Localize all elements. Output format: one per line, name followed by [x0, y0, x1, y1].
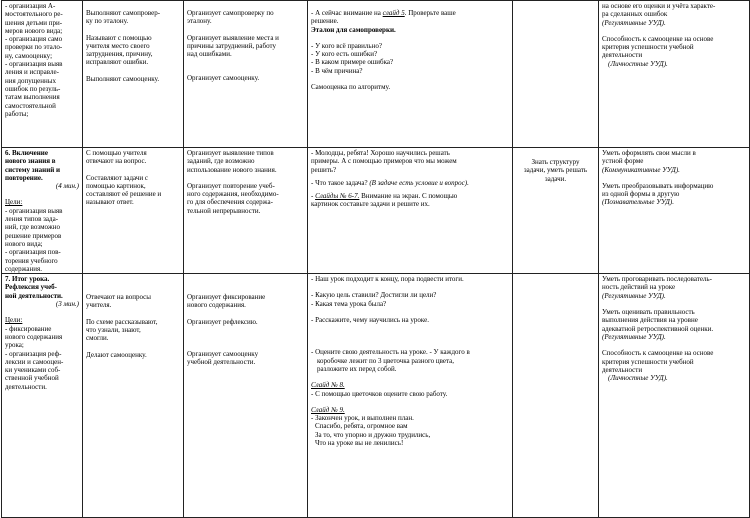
stage-goals-cell: [2, 1, 83, 148]
goal-line: самостоятельной: [5, 101, 56, 110]
goal-line: татам выполнения: [5, 93, 60, 102]
text-line: Организует фиксирование: [187, 293, 266, 302]
text-line: - С помощью цветочков оцените свою работу.: [311, 389, 448, 398]
text-line: - Что такое задача? (В задаче есть условие и вопрос).: [311, 178, 469, 187]
teacher-activity-cell: [184, 148, 308, 274]
text-line: го для обеспечения содержа-: [187, 198, 273, 207]
goal-line: содержания.: [5, 264, 42, 273]
text-line: (Личностные УУД).: [608, 59, 668, 68]
text-line: выполнения действия на уровне: [602, 316, 698, 325]
text-line: учебной деятельности.: [187, 358, 256, 367]
stage-title: Рефлексия учеб-: [5, 283, 58, 292]
table-row: [2, 148, 750, 274]
teacher-activity-cell: [184, 274, 308, 518]
text-line: Делают самооценку.: [86, 350, 147, 359]
text-line: Что на уроке вы не ленились!: [315, 439, 404, 448]
text-line: решение.: [311, 17, 339, 26]
text-line: - Слайды № 6-7. Внимание на экран. С помощью: [311, 192, 458, 201]
lesson-content-cell: [308, 1, 513, 148]
text-line: - Какую цель ставили? Достигли ли цели?: [311, 291, 437, 300]
text-line: Выполняют самооценку.: [86, 74, 160, 83]
text-line: помощью картинок,: [86, 181, 146, 190]
text-line: Составляют задачи с: [86, 173, 148, 182]
student-activity-cell: [83, 274, 184, 518]
text-line: Называют с помощью: [86, 33, 152, 42]
text-line: критерия успешности учебной: [602, 43, 694, 52]
text-line: Организует самооценку.: [187, 74, 260, 83]
goal-line: лексии и самооцен-: [5, 357, 64, 366]
goal-line: - организация выяв: [5, 60, 63, 69]
subject-results-cell: [513, 274, 599, 518]
text-line: Выполняют самопровер-: [86, 9, 161, 17]
text-line: По схеме рассказывают,: [86, 317, 158, 326]
text-line: использование нового знания.: [187, 165, 277, 174]
text-line: (Познавательные УУД).: [602, 198, 674, 207]
goal-line: ния допущенных: [5, 76, 56, 85]
stage-time: (4 мин.): [55, 182, 79, 191]
lesson-plan-table: [1, 0, 750, 518]
stage-goals-cell: [2, 148, 83, 274]
subject-results-cell: [513, 1, 599, 148]
uud-cell: [599, 148, 750, 274]
text-line: Спасибо, ребята, огромное вам: [315, 422, 408, 431]
text-line: Способность к самооценке на основе: [602, 349, 714, 358]
text-line: составляют её решение и: [86, 190, 162, 199]
text-line: коробочке лежит по 3 цветочка разного цвета,: [317, 356, 455, 365]
text-line: ного содержания, необходимо-: [187, 190, 279, 199]
goal-line: - организация выяв: [5, 206, 63, 215]
text-line: - Расскажите, чему научились на уроке.: [311, 316, 429, 325]
text-line: (Регулятивные УУД).: [602, 291, 666, 300]
text-line: примеры. А с помощью примеров что мы можем: [311, 157, 457, 166]
goal-line: работы;: [5, 109, 29, 118]
stage-title: 6. Включение: [5, 149, 48, 157]
goal-line: ний, где возможно: [5, 223, 60, 232]
slide-reference: Слайд № 8.: [311, 381, 345, 390]
goal-line: нового содержания: [5, 332, 63, 341]
text-line: Организует самопроверку по: [187, 9, 274, 17]
text-line: деятельности: [602, 365, 643, 374]
text-line: над ошибками.: [187, 50, 232, 59]
text-line: ра сделанных ошибок: [602, 10, 668, 19]
text-line: затруднения, причину,: [86, 50, 153, 59]
text-line: Уметь оценивать правильность: [602, 308, 695, 317]
text-line: задачи.: [544, 174, 567, 183]
goals-label: Цели:: [5, 198, 23, 207]
slide-reference: Слайды № 6-7.: [315, 192, 360, 201]
text-line: заданий, где возможно: [187, 157, 255, 166]
lesson-content-cell: [308, 274, 513, 518]
text-line: С помощью учителя: [86, 149, 147, 157]
text-line: - У кого всё правильно?: [311, 41, 382, 50]
stage-title: систему знаний и: [5, 165, 61, 174]
text-line: (Регулятивные УУД).: [602, 332, 666, 341]
text-line: Способность к самооценке на основе: [602, 34, 714, 43]
text-line: разложите их перед собой.: [317, 364, 397, 373]
table-row: [2, 274, 750, 518]
goal-line: - фиксирование: [5, 324, 52, 333]
stage-time: (3 мин.): [55, 300, 79, 309]
text-line: Организует выявление места и: [187, 33, 279, 42]
goal-line: деятельности.: [5, 382, 47, 391]
text-line: - А сейчас внимание на слайд 5. Проверьте ваше: [311, 9, 456, 17]
goal-line: ки учениками соб-: [5, 366, 61, 375]
text-line: - Закончен урок, и выполнен план.: [311, 414, 414, 423]
text-line: ку по эталону.: [86, 17, 129, 26]
goal-line: торения учебного: [5, 256, 58, 265]
slide-reference: Слайд № 9.: [311, 405, 345, 414]
goal-line: ну, самооценку;: [5, 51, 53, 60]
text-line: Самооценка по алгоритму.: [311, 83, 391, 92]
goal-line: шения детьми при-: [5, 18, 63, 27]
text-line: называют ответ.: [86, 198, 134, 207]
text-line: Уметь преобразовывать информацию: [602, 181, 714, 190]
text-line: из одной формы в другую: [602, 190, 680, 199]
goals-label: Цели:: [5, 316, 23, 325]
table-row: [2, 1, 750, 148]
goal-line: ления и исправле-: [5, 68, 59, 77]
text-line: на основе его оценки и учёта характе-: [602, 2, 716, 10]
stage-title: нового знания в: [5, 157, 56, 166]
text-line: - Какая тема урока была?: [311, 299, 387, 308]
stage-title: повторение.: [5, 173, 43, 182]
text-line: тельной непрерывности.: [187, 206, 261, 215]
goal-line: решение примеров: [5, 231, 62, 240]
text-line: учителя.: [86, 301, 112, 310]
text-line: Знать структуру: [531, 158, 580, 166]
text-line: нового содержания.: [187, 301, 246, 310]
goal-line: ственной учебной: [5, 374, 59, 383]
lesson-content-cell: [308, 148, 513, 274]
text-line: картинок составьте задачи и решите их.: [311, 200, 430, 209]
goal-line: меров нового вида;: [5, 26, 63, 35]
goal-line: ления типов зада-: [5, 215, 59, 224]
goal-line: - организация А-: [5, 2, 56, 10]
goal-line: мостоятельного ре-: [5, 10, 63, 19]
text-line: - В каком примере ошибка?: [311, 58, 394, 67]
goal-line: - организация пов-: [5, 248, 61, 257]
stage-goals-cell: [2, 274, 83, 518]
text-line: Организует выявление типов: [187, 149, 274, 157]
text-line: (Личностные УУД).: [608, 374, 668, 383]
text-line: - Оцените свою деятельность на уроке. - У каждого в: [311, 348, 470, 357]
text-line: Уметь оформлять свои мысли в: [602, 149, 696, 157]
student-activity-cell: [83, 1, 184, 148]
goal-line: проверки по этало-: [5, 43, 63, 52]
stage-title: 7. Итог урока.: [5, 275, 50, 284]
uud-cell: [599, 274, 750, 518]
text-line: - Молодцы, ребята! Хорошо научились решать: [311, 149, 450, 157]
text-line: смогли.: [86, 334, 109, 343]
text-line: За то, что упорно и дружно трудились,: [315, 430, 431, 439]
text-line: (Регулятивные УУД).: [602, 18, 666, 27]
text-line: эталону.: [187, 17, 212, 26]
student-activity-cell: [83, 148, 184, 274]
text-line: Организует повторение учеб-: [187, 181, 275, 190]
text-line: решить?: [311, 165, 337, 174]
text-line: учителя место своего: [86, 41, 150, 50]
text-line: Отвечают на вопросы: [86, 293, 151, 302]
text-line: исправляют ошибки.: [86, 58, 149, 67]
text-line: Уметь проговаривать последователь-: [602, 275, 712, 284]
text-line: Эталон для самопроверки.: [311, 25, 396, 34]
text-line: Организует самооценку: [187, 350, 259, 359]
text-line: критерия успешности учебной: [602, 357, 694, 366]
goal-line: урока;: [5, 341, 24, 350]
uud-cell: [599, 1, 750, 148]
goal-line: - организация реф-: [5, 349, 62, 358]
text-line: задачи, уметь решать: [523, 166, 588, 175]
text-line: - В чём причина?: [311, 66, 363, 75]
text-line: причины затруднений, работу: [187, 41, 276, 50]
goal-line: ошибок по резуль-: [5, 84, 61, 93]
text-line: - У кого есть ошибки?: [311, 50, 378, 59]
text-line: ность действий на уроке: [602, 283, 676, 292]
subject-results-cell: [513, 148, 599, 274]
text-line: деятельности: [602, 51, 643, 60]
text-line: что узнали, знают,: [86, 326, 141, 335]
goal-line: - организация само: [5, 35, 63, 44]
text-line: отвечают на вопрос.: [86, 157, 147, 166]
text-line: (Коммуникативные УУД).: [602, 165, 680, 174]
stage-title: ной деятельности.: [5, 291, 63, 300]
text-line: адекватной ретроспективной оценки.: [602, 324, 714, 333]
slide-reference: слайд 5: [382, 9, 405, 17]
text-line: - Наш урок подходит к концу, пора подвести итоги.: [311, 275, 464, 284]
teacher-activity-cell: [184, 1, 308, 148]
text-line: устной форме: [602, 157, 644, 166]
text-line: Организует рефлексию.: [187, 317, 258, 326]
goal-line: нового вида;: [5, 239, 43, 248]
